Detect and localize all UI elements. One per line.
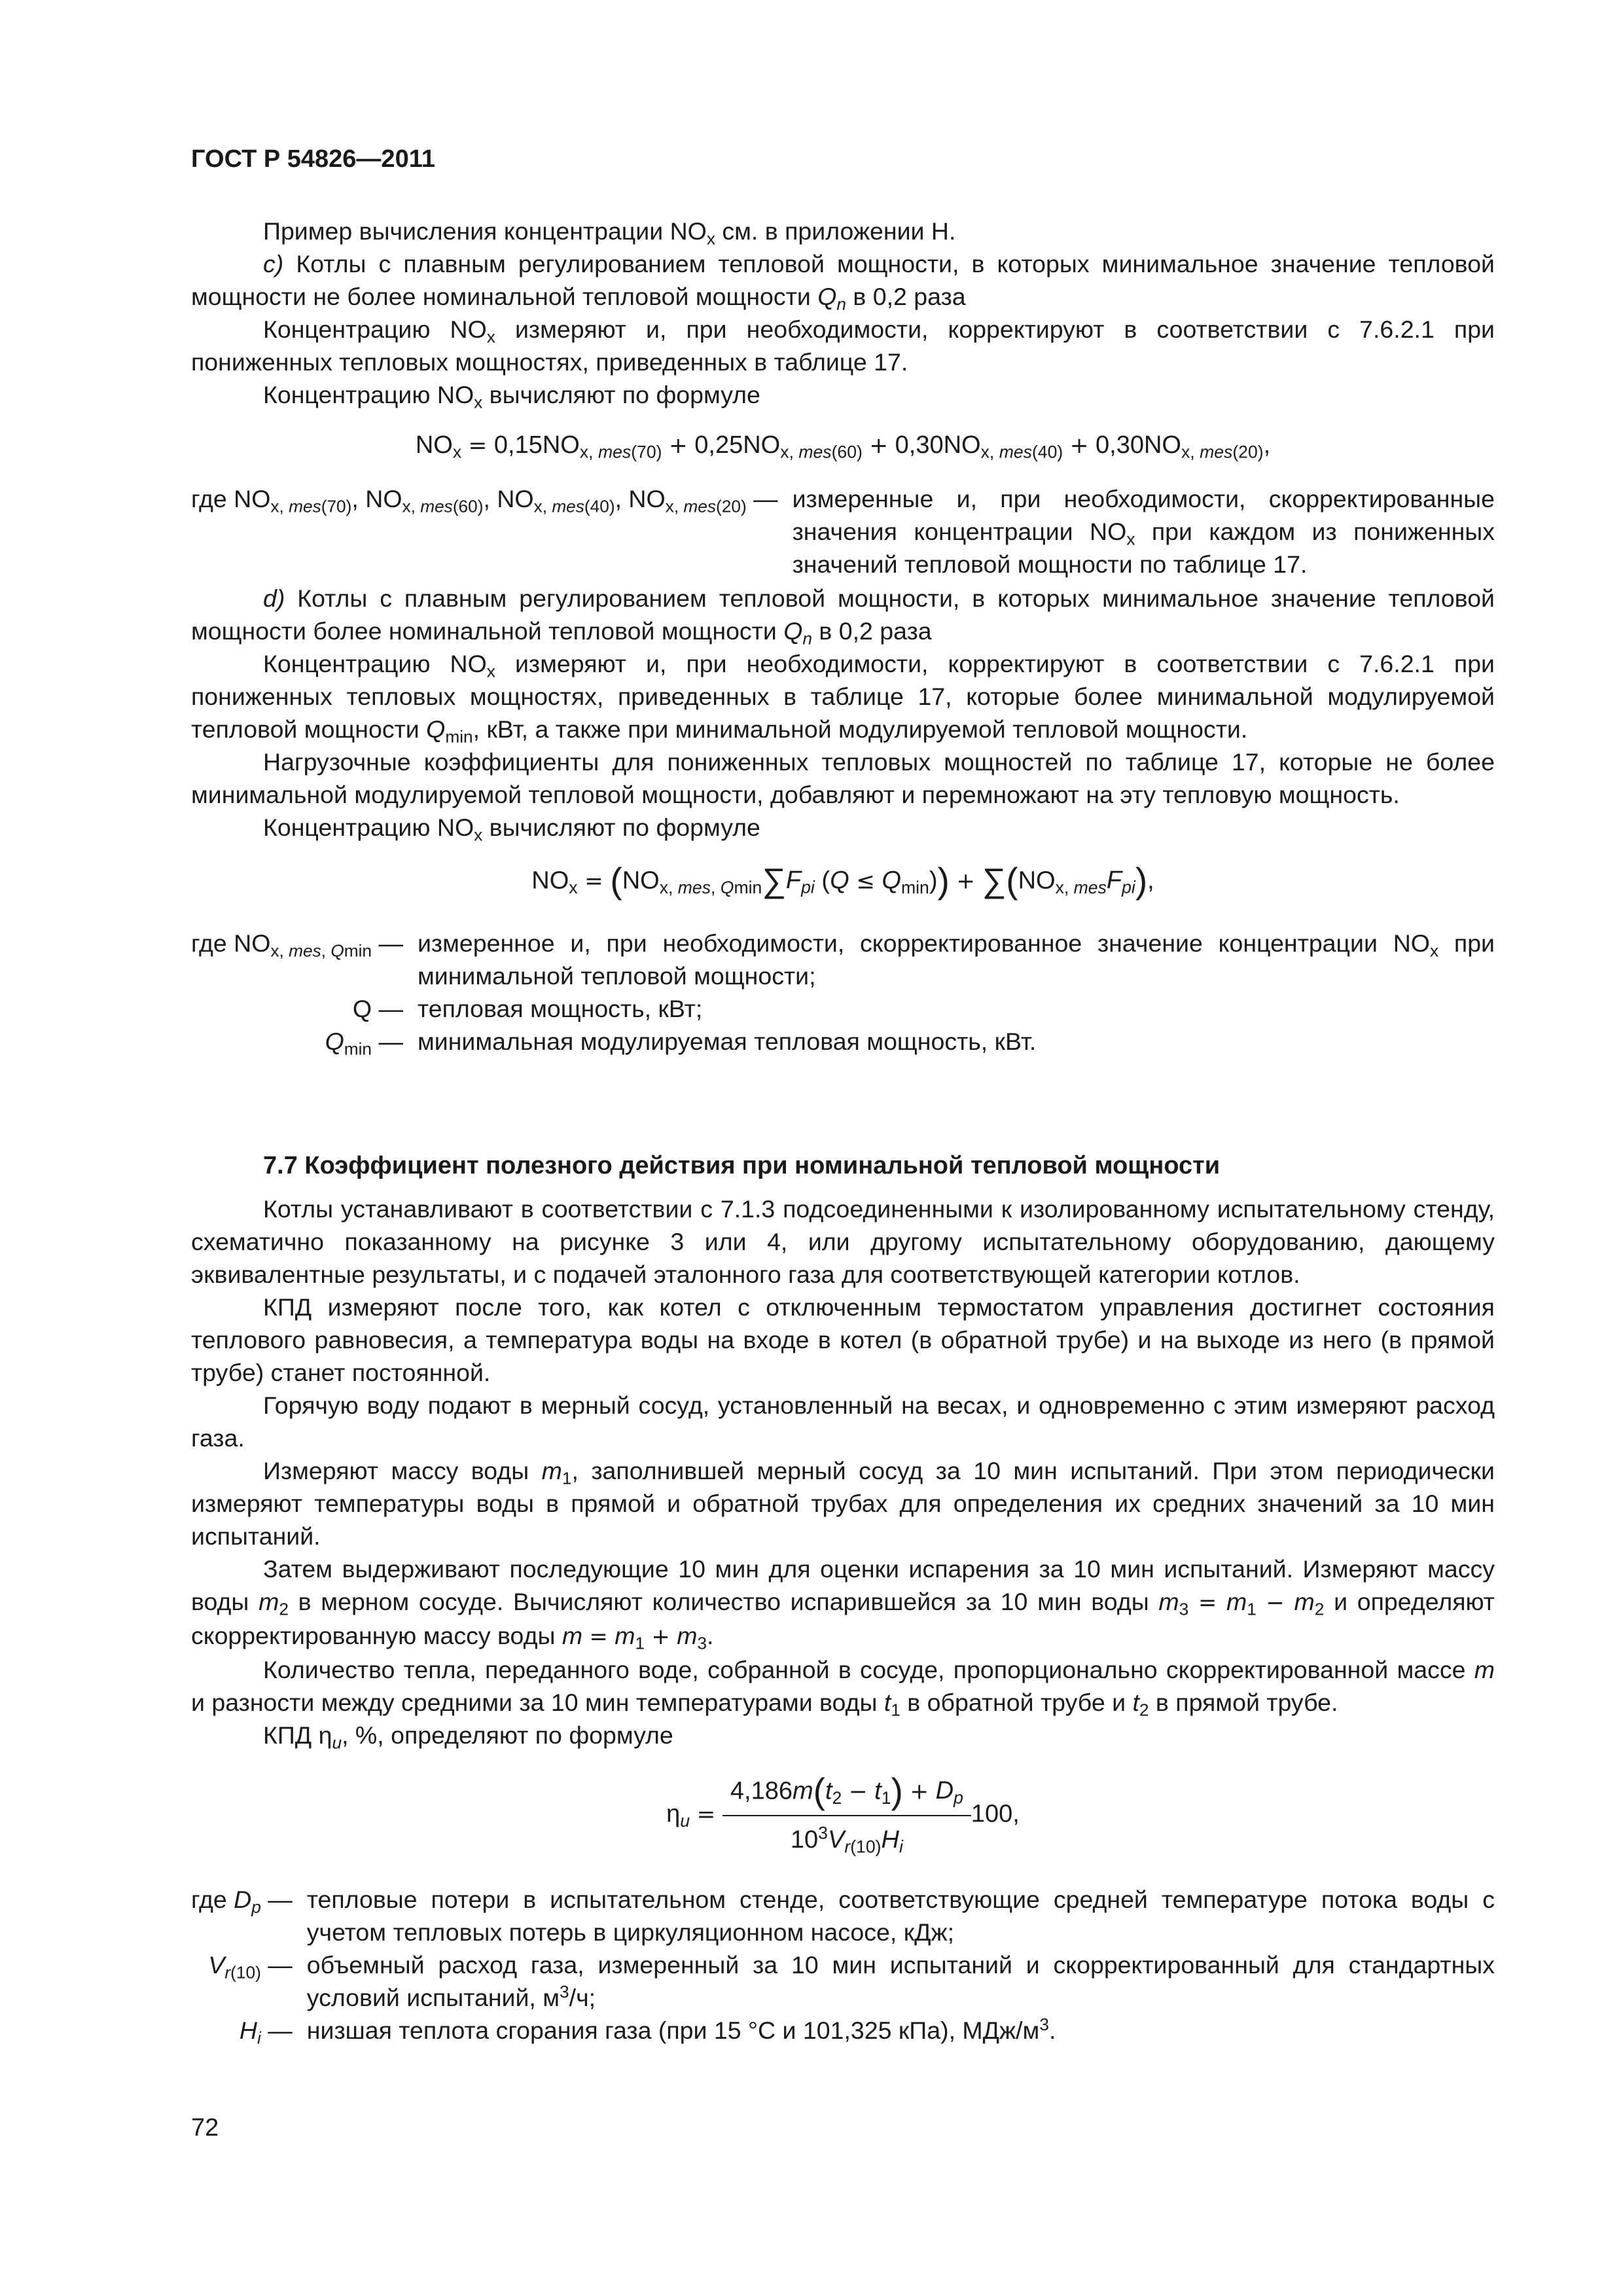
formula-efficiency-fraction: $\frac{4,186m(t_2 - t_1) + D_p}{10^3V_{r(10)}H_i}$ <box>722 1771 971 1859</box>
paragraph-nox-formula-intro-d: Концентрацию $NO_x$ вычисляют по формуле <box>263 814 760 845</box>
paragraph-evaporation: Затем выдерживают последующие 10 мин для оценки испарения за 10 мин испытаний. Измеряют массу воды $m_2$ в мерном сосуде. Вычисляют количество испарившейся за 10 мин воды $m_3 = m_1 - m_2$ и определяют скорректированную массу воды $m = m_1 + m_3$. <box>191 1555 1495 1653</box>
where-term-dp: где $D_p$ — <box>191 1886 293 1917</box>
where-def-nox-mes: измеренные и, при необходимости, скорректированные значения концентрации $NO_x$ при каждом из пониженных значений тепловой мощности по таблице 17. <box>792 485 1495 578</box>
where-term-qmin: $Q_{min}$ — <box>325 1028 403 1059</box>
where-def-q: тепловая мощность, кВт; <box>417 995 703 1023</box>
formula-nox-sum: $NO_x = (NO_{x, mes, Qmin}\sum F_{pi}$ $(Q \le Q_{min})) + \sum(NO_{x, mes}F_{pi})$, <box>531 860 1154 901</box>
paragraph-heat-amount: Количество тепла, переданного воде, собранной в сосуде, пропорционально скорректированной массе m и разности между средними за 10 мин температурами воды $t_1$ в обратной трубе и $t_2$ в прямой трубе. <box>191 1656 1495 1720</box>
formula-efficiency: $\eta_u$ = $\frac{4,186m(t_2 - t_1) + D_p}{10^3V_{r(10)}H_i}$ 100, <box>191 1771 1495 1859</box>
paragraph-nox-measure-c: Концентрацию $NO_x$ измеряют и, при необходимости, корректируют в соответствии с 7.6.2.1 при пониженных тепловых мощностях, приведенных в таблице 17. <box>191 315 1495 376</box>
nox-section <box>191 215 1495 1058</box>
formula-nox-weighted: $NO_x = 0,15NO_{x, mes(70)} + 0,25NO_{x, mes(60)} + 0,30NO_{x, mes(40)} + 0,30NO_{x, mes(20)}$, <box>415 431 1271 462</box>
paragraph-case-d: d) Котлы с плавным регулированием тепловой мощности, в которых минимальное значение тепловой мощности более номинальной тепловой мощности $Q_n$ в 0,2 раза <box>191 584 1495 649</box>
where-def-vr10: объемный расход газа, измеренный за 10 мин испытаний и скорректированный для стандартных условий испытаний, $м^3/ч$; <box>306 1951 1495 2012</box>
paragraph-efficiency-formula-intro: КПД $\eta_u$, %, определяют по формуле <box>263 1721 673 1753</box>
page-number: 72 <box>191 2114 219 2142</box>
where-term-hi: $H_i$ — <box>239 2017 293 2048</box>
paragraph-hot-water: Горячую воду подают в мерный сосуд, установленный на весах, и одновременно с этим измеряют расход газа. <box>191 1391 1495 1452</box>
paragraph-efficiency-measure: КПД измеряют после того, как котел с отключенным термостатом управления достигнет состояния теплового равновесия, а температура воды на входе в котел (в обратной трубе) и на выходе из него (в прямой трубе) станет постоянной. <box>191 1293 1495 1386</box>
paragraph-water-mass-m1: Измеряют массу воды $m_1$, заполнившей мерный сосуд за 10 мин испытаний. При этом периодически измеряют температуры воды в прямой и обратной трубах для определения их средних значений за 10 мин испытаний. <box>191 1457 1495 1550</box>
paragraph-example-ref: Пример вычисления концентрации $NO_x$ см. в приложении Н. <box>263 217 956 249</box>
where-list-nox-min <box>191 927 1495 1058</box>
paragraph-load-factors: Нагрузочные коэффициенты для пониженных тепловых мощностей по таблице 17, которые не более минимальной модулируемой тепловой мощности, добавляют и перемножают на эту тепловую мощность. <box>191 748 1495 808</box>
where-term-nox-mes: где $NO_{x, mes(70)}$, $NO_{x, mes(60)}$, $NO_{x, mes(40)}$, $NO_{x, mes(20)}$ — <box>191 485 778 516</box>
where-list-efficiency <box>191 1883 1495 2047</box>
where-term-nox-qmin: где $NO_{x, mes, Qmin}$ — <box>191 929 403 961</box>
where-list-nox-values <box>191 482 1495 581</box>
section-heading-7-7: 7.7 Коэффициент полезного действия при номинальной тепловой мощности <box>263 1152 1221 1179</box>
where-def-dp: тепловые потери в испытательном стенде, соответствующие средней температуре потока воды с учетом тепловых потерь в циркуляционном насосе, кДж; <box>306 1886 1495 1946</box>
section-7-7 <box>191 1149 1495 2047</box>
where-def-nox-qmin: измеренное и, при необходимости, скорректированное значение концентрации $NO_x$ при минимальной тепловой мощности; <box>417 929 1495 990</box>
document-header: ГОСТ Р 54826—2011 <box>191 145 435 173</box>
paragraph-test-setup: Котлы устанавливают в соответствии с 7.1.3 подсоединенными к изолированному испытательному стенду, схематично показанному на рисунке 3 или 4, или другому испытательному оборудованию, дающему эквивалентные результаты, и с подачей эталонного газа для соответствующей категории котлов. <box>191 1195 1495 1288</box>
paragraph-nox-formula-intro-c: Концентрацию $NO_x$ вычисляют по формуле <box>263 381 760 412</box>
where-def-hi: низшая теплота сгорания газа (при 15 °С и 101,325 кПа), МДж/$м^3$. <box>306 2015 1056 2045</box>
where-term-vr10: $V_{r(10)}$ — <box>208 1951 293 1982</box>
paragraph-case-c: с) Котлы с плавным регулированием тепловой мощности, в которых минимальное значение тепловой мощности не более номинальной тепловой мощности $Q_n$ в 0,2 раза <box>191 250 1495 314</box>
where-term-q: Q — <box>352 995 403 1023</box>
paragraph-nox-measure-d: Концентрацию $NO_x$ измеряют и, при необходимости, корректируют в соответствии с 7.6.2.1 при пониженных тепловых мощностях, приведенных в таблице 17, которые более минимальной модулируемой тепловой мощности $Q_{min}$, кВт, а также при минимальной модулируемой тепловой мощности. <box>191 650 1495 747</box>
where-def-qmin: минимальная модулируемая тепловая мощность, кВт. <box>417 1028 1037 1056</box>
